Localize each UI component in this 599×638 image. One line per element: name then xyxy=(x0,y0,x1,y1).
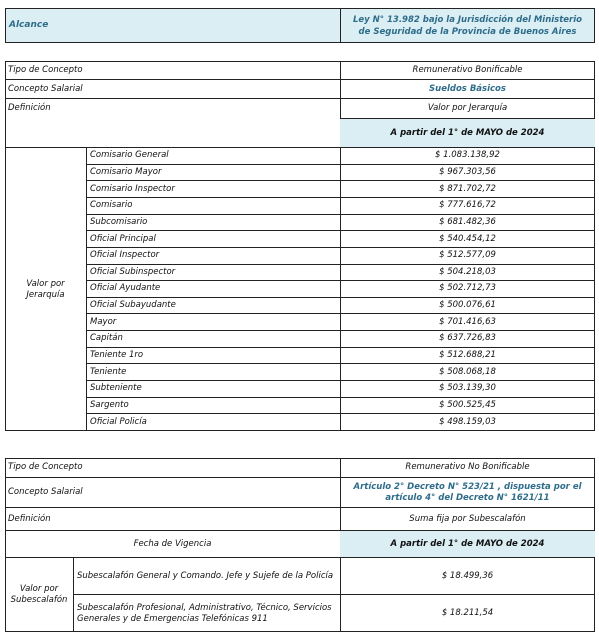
s2-concepto-value-cell xyxy=(340,478,595,508)
rank-row xyxy=(87,348,595,365)
s1-concepto-label: Concepto Salarial xyxy=(8,83,83,94)
rank-value-cell xyxy=(340,398,595,415)
rank-value: $ 1.083.138,92 xyxy=(435,150,500,161)
rank-row xyxy=(87,231,595,248)
rank-name: Sargento xyxy=(90,400,129,411)
rank-name-cell xyxy=(87,281,341,298)
rank-value-cell xyxy=(340,331,595,348)
rank-row xyxy=(87,198,595,215)
rank-value-cell xyxy=(340,248,595,265)
rank-row xyxy=(87,314,595,331)
rank-value-cell xyxy=(340,215,595,232)
rank-value-cell xyxy=(340,414,595,431)
s2-tipo-label: Tipo de Concepto xyxy=(8,462,83,472)
s1-rank-rows xyxy=(87,148,595,431)
rank-name: Oficial Inspector xyxy=(90,250,160,261)
s2-definicion-value-cell xyxy=(340,508,595,531)
rank-name: Oficial Ayudante xyxy=(90,283,161,294)
s2-row1-value: $ 18.499,36 xyxy=(441,570,494,581)
ley-text: Ley N° 13.982 bajo la Jurisdicción del Ministerio de Seguridad de la Provincia de Buenos Aires xyxy=(352,14,582,37)
rank-value: $ 540.454,12 xyxy=(439,233,496,244)
s2-concepto-label: Concepto Salarial xyxy=(8,487,83,497)
rank-value: $ 637.726,83 xyxy=(439,333,496,344)
rank-row xyxy=(87,265,595,282)
rank-row xyxy=(87,165,595,182)
s2-group-label-line2: Subescalafón xyxy=(10,595,68,605)
rank-name: Mayor xyxy=(90,316,117,327)
rank-name: Comisario xyxy=(90,200,133,211)
s1-blank-header xyxy=(5,118,341,148)
rank-name: Subcomisario xyxy=(90,216,148,227)
rank-value: $ 681.482,36 xyxy=(439,216,496,227)
rank-value: $ 500.076,61 xyxy=(439,300,496,311)
rank-value: $ 777.616,72 xyxy=(439,200,496,211)
s1-tipo-label: Tipo de Concepto xyxy=(8,64,83,75)
rank-value-cell xyxy=(340,364,595,381)
rank-name: Comisario Mayor xyxy=(90,166,162,177)
s2-date-header-cell xyxy=(340,531,595,558)
s2-tipo-value-cell xyxy=(340,458,595,478)
s2-tipo-value: Remunerativo No Bonificable xyxy=(405,462,530,472)
rank-name-cell xyxy=(87,398,341,415)
s2-definicion-value: Suma fija por Subescalafón xyxy=(409,513,526,524)
s1-group-label-line2: Jerarquía xyxy=(26,289,65,300)
rank-name-cell xyxy=(87,314,341,331)
s2-group-label-line1: Valor por xyxy=(19,584,59,594)
s1-concepto-value-cell xyxy=(340,80,595,99)
rank-value-cell xyxy=(340,265,595,282)
rank-row xyxy=(87,331,595,348)
rank-value: $ 504.218,03 xyxy=(439,266,496,277)
rank-name-cell xyxy=(87,364,341,381)
s2-row2-value-cell xyxy=(340,595,595,632)
s1-definicion-label: Definición xyxy=(8,102,51,113)
rank-value-cell xyxy=(340,281,595,298)
rank-row xyxy=(87,248,595,265)
rank-name-cell xyxy=(87,331,341,348)
rank-name: Subteniente xyxy=(90,383,142,394)
s1-group-label-cell xyxy=(5,148,87,431)
rank-value: $ 512.577,09 xyxy=(439,250,496,261)
s2-date-header: A partir del 1° de MAYO de 2024 xyxy=(390,538,545,549)
alcance-label: Alcance xyxy=(9,20,49,30)
s2-definicion-label-cell xyxy=(5,508,341,531)
rank-value-cell xyxy=(340,148,595,165)
rank-row xyxy=(87,298,595,315)
s2-fecha-label: Fecha de Vigencia xyxy=(133,538,212,549)
s1-date-header-cell xyxy=(340,119,595,148)
s1-tipo-value-cell xyxy=(340,61,595,80)
rank-value: $ 967.303,56 xyxy=(439,166,496,177)
rank-name-cell xyxy=(87,231,341,248)
rank-row xyxy=(87,364,595,381)
rank-name-cell xyxy=(87,381,341,398)
rank-value: $ 500.525,45 xyxy=(439,400,496,411)
s2-tipo-label-cell xyxy=(5,458,341,478)
rank-name-cell xyxy=(87,165,341,182)
s1-definicion-value-cell xyxy=(340,99,595,119)
rank-name: Oficial Subinspector xyxy=(90,266,176,277)
rank-name-cell xyxy=(87,215,341,232)
rank-value: $ 871.702,72 xyxy=(439,183,496,194)
rank-value: $ 512.688,21 xyxy=(439,350,496,361)
rank-name: Oficial Subayudante xyxy=(90,300,176,311)
rank-value: $ 502.712,73 xyxy=(439,283,496,294)
s2-fecha-label-cell xyxy=(5,531,341,558)
s2-row2-desc-cell xyxy=(74,595,341,632)
rank-row xyxy=(87,181,595,198)
s2-row1-value-cell xyxy=(340,558,595,595)
s2-group-label-cell xyxy=(5,558,74,632)
rank-value-cell xyxy=(340,198,595,215)
rank-value-cell xyxy=(340,231,595,248)
rank-value-cell xyxy=(340,381,595,398)
s1-tipo-value: Remunerativo Bonificable xyxy=(412,64,523,75)
s2-concepto-value: Artículo 2° Decreto N° 523/21 , dispuesta por el artículo 4° del Decreto N° 1621/11 xyxy=(353,481,582,503)
s2-row1-desc-cell xyxy=(74,558,341,595)
s2-definicion-label: Definición xyxy=(8,513,51,524)
rank-name: Oficial Principal xyxy=(90,233,156,244)
rank-name-cell xyxy=(87,298,341,315)
rank-name: Comisario Inspector xyxy=(90,183,175,194)
rank-name-cell xyxy=(87,265,341,282)
rank-name: Capitán xyxy=(90,333,123,344)
rank-row xyxy=(87,215,595,232)
ley-cell xyxy=(340,8,595,43)
rank-name-cell xyxy=(87,198,341,215)
alcance-label-cell xyxy=(5,8,341,43)
s2-row1-desc: Subescalafón General y Comando. Jefe y Sujefe de la Policía xyxy=(77,570,334,581)
rank-value-cell xyxy=(340,165,595,182)
rank-name: Oficial Policía xyxy=(90,417,147,428)
s2-row2-value: $ 18.211,54 xyxy=(441,608,494,618)
rank-row xyxy=(87,381,595,398)
rank-value-cell xyxy=(340,181,595,198)
rank-value: $ 508.068,18 xyxy=(439,366,496,377)
s1-concepto-value: Sueldos Básicos xyxy=(429,83,506,94)
s2-concepto-label-cell xyxy=(5,478,341,508)
rank-name-cell xyxy=(87,248,341,265)
s1-definicion-value: Valor por Jerarquía xyxy=(427,103,508,113)
rank-row xyxy=(87,281,595,298)
rank-name-cell xyxy=(87,148,341,165)
s1-concepto-label-cell xyxy=(5,80,341,99)
rank-name-cell xyxy=(87,348,341,365)
rank-name: Teniente 1ro xyxy=(90,350,144,361)
rank-value-cell xyxy=(340,314,595,331)
rank-value: $ 503.139,30 xyxy=(439,383,496,394)
s1-group-label-line1: Valor por xyxy=(26,278,65,289)
s1-date-header: A partir del 1° de MAYO de 2024 xyxy=(390,127,545,138)
rank-value-cell xyxy=(340,348,595,365)
rank-value: $ 701.416,63 xyxy=(439,316,496,327)
rank-row xyxy=(87,148,595,165)
rank-row xyxy=(87,398,595,415)
rank-name-cell xyxy=(87,414,341,431)
rank-value: $ 498.159,03 xyxy=(439,417,496,428)
rank-value-cell xyxy=(340,298,595,315)
rank-name: Comisario General xyxy=(90,150,169,161)
s2-row2-desc: Subescalafón Profesional, Administrativo, Técnico, Servicios Generales y de Emergencias Telefónicas 911 xyxy=(77,602,332,624)
rank-name-cell xyxy=(87,181,341,198)
s1-tipo-label-cell xyxy=(5,61,341,80)
rank-row xyxy=(87,414,595,431)
rank-name: Teniente xyxy=(90,366,127,377)
